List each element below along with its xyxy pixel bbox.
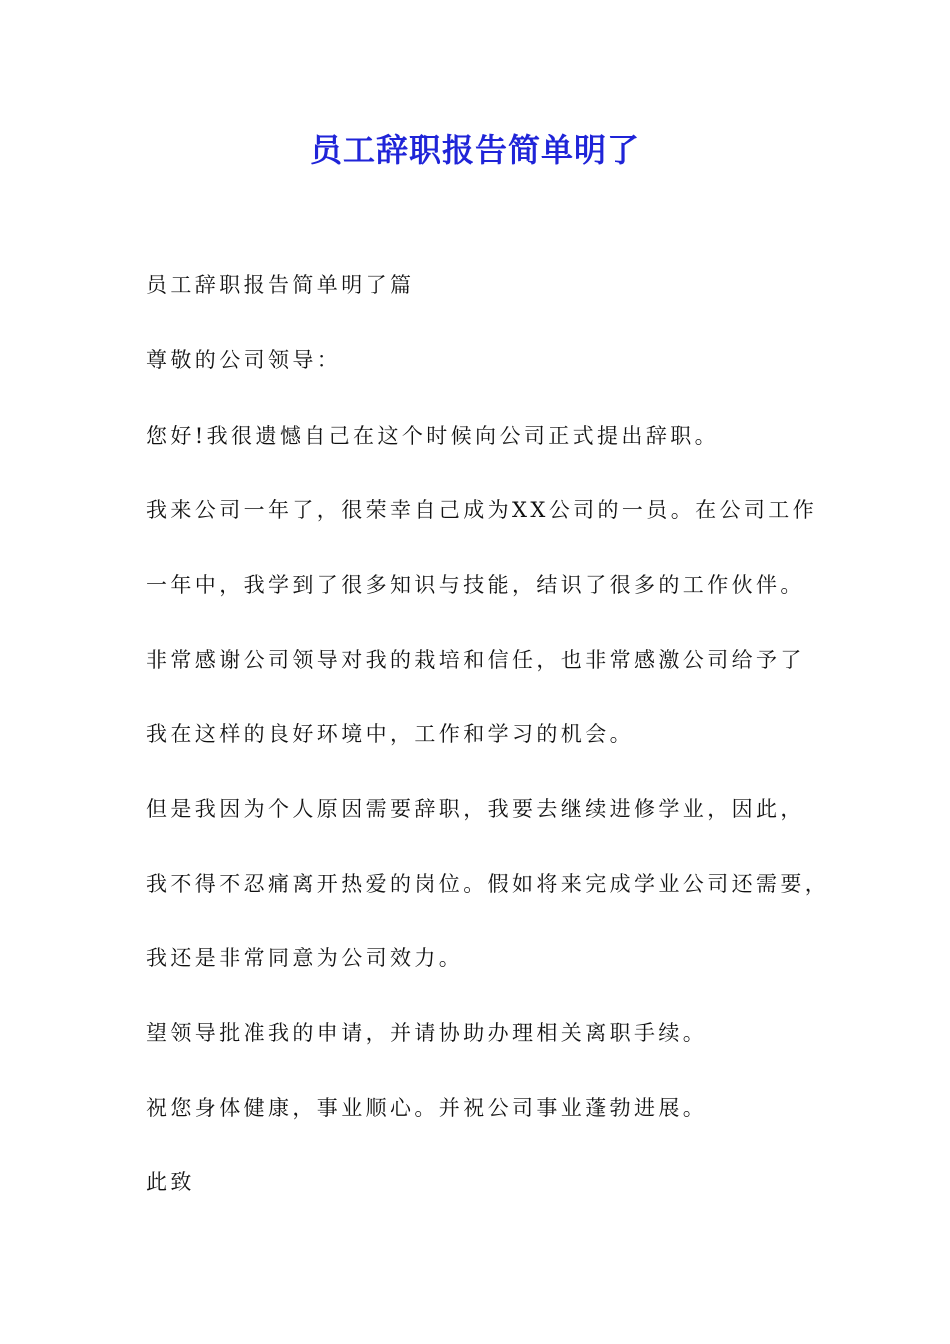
closing-line: 此致: [146, 1170, 195, 1194]
body-line: 望领导批准我的申请，并请协助办理相关离职手续。: [146, 1021, 708, 1045]
body-line: 但是我因为个人原因需要辞职，我要去继续进修学业，因此，: [146, 797, 805, 821]
body-line: 一年中，我学到了很多知识与技能，结识了很多的工作伙伴。: [146, 573, 805, 597]
body-line: 我不得不忍痛离开热爱的岗位。假如将来完成学业公司还需要，: [146, 872, 830, 896]
body-line: 您好!我很遗憾自己在这个时候向公司正式提出辞职。: [146, 424, 720, 448]
body-line: 非常感谢公司领导对我的栽培和信任，也非常感激公司给予了: [146, 648, 805, 672]
salutation-line: 尊敬的公司领导：: [146, 348, 342, 372]
body-line: 我还是非常同意为公司效力。: [146, 946, 464, 970]
body-line: 我来公司一年了，很荣幸自己成为XX公司的一员。在公司工作: [146, 498, 818, 522]
body-line: 我在这样的良好环境中，工作和学习的机会。: [146, 722, 634, 746]
subtitle-line: 员工辞职报告简单明了篇: [146, 273, 415, 297]
document-title: 员工辞职报告简单明了: [309, 131, 640, 169]
body-line: 祝您身体健康，事业顺心。并祝公司事业蓬勃进展。: [146, 1096, 708, 1120]
